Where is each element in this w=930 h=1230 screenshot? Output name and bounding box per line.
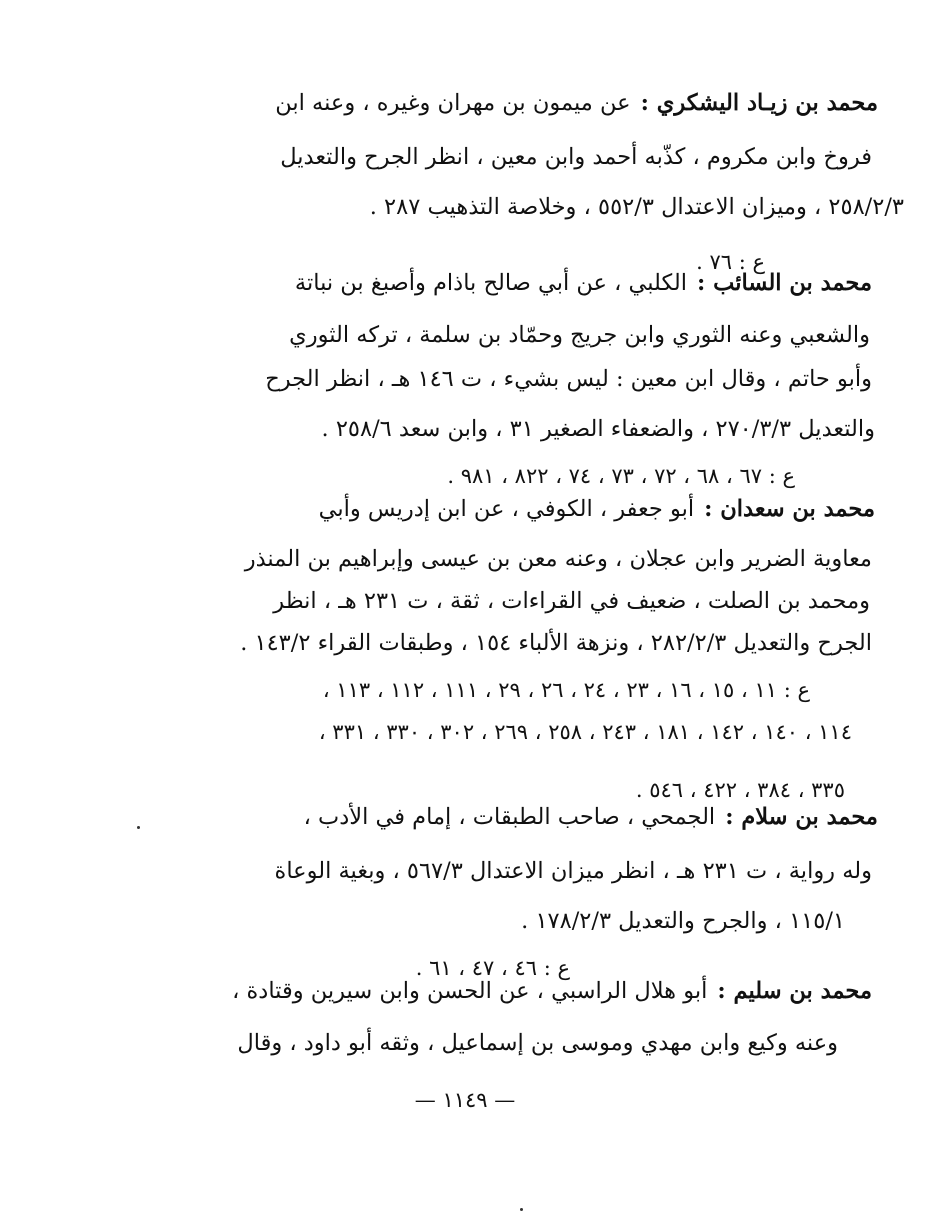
- entry-2-line-4: والتعديل ٢٧٠/٣/٣ ، والضعفاء الصغير ٣١ ، وابن سعد ٢٥٨/٦ .: [321, 416, 875, 442]
- entry-2-text-1: الكلبي ، عن أبي صالح باذام وأصبغ بن نباتة: [294, 270, 688, 296]
- entry-4-line-2: وله رواية ، ت ٢٣١ هـ ، انظر ميزان الاعتدال ٥٦٧/٣ ، وبغية الوعاة: [274, 858, 872, 884]
- entry-3-refs-2: ١١٤ ، ١٤٠ ، ١٤٢ ، ١٨١ ، ٢٤٣ ، ٢٥٨ ، ٢٦٩ ، ٣٠٢ ، ٣٣٠ ، ٣٣١ ،: [318, 720, 852, 744]
- entry-2-line-1: [295, 272, 872, 295]
- scan-speck: [137, 826, 140, 829]
- entry-3-line-3: ومحمد بن الصلت ، ضعيف في القراءات ، ثقة ، ت ٢٣١ هـ ، انظر: [273, 588, 870, 614]
- entry-4-refs: ع : ٤٦ ، ٤٧ ، ٦١ .: [415, 956, 570, 980]
- entry-2-line-2: والشعبي وعنه الثوري وابن جريج وحمّاد بن سلمة ، تركه الثوري: [289, 322, 870, 348]
- entry-1-text-1: عن ميمون بن مهران وغيره ، وعنه ابن: [275, 90, 631, 116]
- entry-4-line-3: ١١٥/١ ، والجرح والتعديل ١٧٨/٢/٣ .: [521, 908, 845, 934]
- entry-5-text-1: أبو هلال الراسبي ، عن الحسن وابن سيرين وقتادة ،: [232, 978, 708, 1004]
- entry-3-line-4: الجرح والتعديل ٢٨٢/٢/٣ ، ونزهة الألباء ١٥٤ ، وطبقات القراء ١٤٣/٢ .: [240, 630, 872, 656]
- entry-1-line-1: [275, 92, 878, 115]
- entry-2-heading: محمد بن السائب :: [697, 270, 872, 296]
- entry-1-line-2: فروخ وابن مكروم ، كذّبه أحمد وابن معين ، انظر الجرح والتعديل: [280, 144, 872, 170]
- entry-1-line-3: ٢٥٨/٢/٣ ، وميزان الاعتدال ٥٥٢/٣ ، وخلاصة التذهيب ٢٨٧ .: [369, 194, 904, 220]
- entry-3-refs-3: ٣٣٥ ، ٣٨٤ ، ٤٢٢ ، ٥٤٦ .: [635, 778, 845, 802]
- entry-3-heading: محمد بن سعدان :: [704, 496, 875, 522]
- entry-1-heading: محمد بن زيـاد اليشكري :: [640, 90, 878, 116]
- entry-2-line-3: وأبو حاتم ، وقال ابن معين : ليس بشيء ، ت ١٤٦ هـ ، انظر الجرح: [265, 366, 872, 392]
- entry-3-text-1: أبو جعفر ، الكوفي ، عن ابن إدريس وأبي: [318, 496, 695, 522]
- entry-5-line-1: [232, 980, 872, 1003]
- entry-1-refs: ع : ٧٦ .: [696, 250, 765, 274]
- page-number: — ١١٤٩ —: [414, 1088, 516, 1112]
- entry-4-line-1: [304, 806, 878, 829]
- entry-3-line-2: معاوية الضرير وابن عجلان ، وعنه معن بن عيسى وإبراهيم بن المنذر: [244, 546, 872, 572]
- entry-5-line-2: وعنه وكيع وابن مهدي وموسى بن إسماعيل ، وثقه أبو داود ، وقال: [237, 1030, 838, 1056]
- entry-3-refs-1: ع : ١١ ، ١٥ ، ١٦ ، ٢٣ ، ٢٤ ، ٢٦ ، ٢٩ ، ١١١ ، ١١٢ ، ١١٣ ،: [322, 678, 810, 702]
- entry-5-heading: محمد بن سليم :: [717, 978, 872, 1004]
- entry-4-text-1: الجمحي ، صاحب الطبقات ، إمام في الأدب ،: [303, 804, 716, 830]
- entry-3-line-1: [319, 498, 875, 521]
- scan-speck: [520, 1208, 523, 1211]
- entry-4-heading: محمد بن سلام :: [725, 804, 878, 830]
- entry-2-refs: ع : ٦٧ ، ٦٨ ، ٧٢ ، ٧٣ ، ٧٤ ، ٨٢٢ ، ٩٨١ .: [447, 464, 795, 488]
